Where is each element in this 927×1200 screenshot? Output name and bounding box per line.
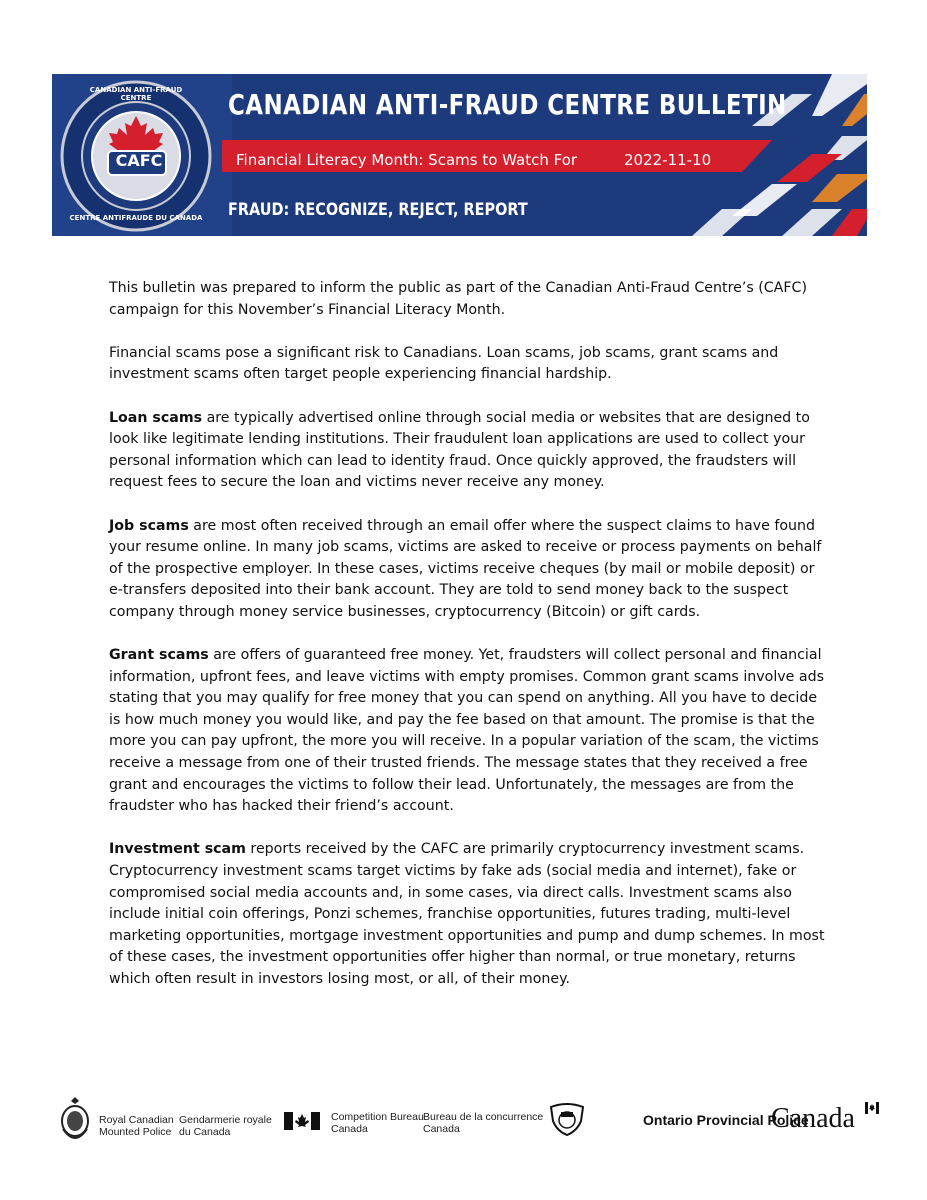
paragraph-text: are typically advertised online through social media or websites that are designed to look like legitimate lending institutions. Their fraudulent loan applications are used to collect your personal information which can lead to identity fraud. Once quickly approved, the fraudsters will request fees to secure the loan and victims never receive any money.	[109, 409, 810, 491]
paragraph-loan-scams	[109, 408, 829, 494]
logo-ring-top: CANADIAN ANTI-FRAUD CENTRE	[89, 86, 183, 102]
competition-bureau-english-line2: Canada	[331, 1123, 368, 1135]
competition-bureau-french-line2: Canada	[423, 1123, 460, 1135]
paragraph-lead: Loan scams	[109, 409, 203, 426]
paragraph-text: are most often received through an email offer where the suspect claims to have found your resume online. In many job scams, victims are asked to receive or process payments on behalf of the prospective employer. In these cases, victims receive cheques (by mail or mobile deposit) or e-transfers deposited into their bank account. They are told to send money back to the suspect company through money service businesses, cryptocurrency (Bitcoin) or gift cards.	[109, 517, 822, 620]
paragraph-investment-scam	[109, 839, 829, 990]
paragraph-text: This bulletin was prepared to inform the public as part of the Canadian Anti-Fraud Centre’s (CAFC) campaign for this November’s Financial Literacy Month.	[109, 280, 807, 318]
paragraph-overview	[109, 343, 829, 386]
paragraph-text: are offers of guaranteed free money. Yet, fraudsters will collect personal and financial information, upfront fees, and leave victims with empty promises. Common grant scams involve ads stating that you may qualify for free money that you can spend on anything. All you have to decide is how much money you would like, and pay the fee based on that amount. The promise is that the more you can pay upfront, the more you will receive. In a popular variation of the scam, the victims receive a message from one of their trusted friends. The message states that they received a free grant and encourages the victims to follow their lead. Unfortunately, the messages are from the fraudster who has hacked their friend’s account.	[109, 647, 825, 815]
rcmp-crest-icon	[59, 1095, 91, 1145]
rcmp-french-line1: Gendarmerie royale	[179, 1114, 272, 1126]
canada-flag-icon	[284, 1112, 320, 1130]
paragraph-lead: Job scams	[109, 517, 189, 534]
rcmp-french-line2: du Canada	[179, 1126, 231, 1138]
banner-date: 2022-11-10	[624, 151, 712, 169]
partner-logos	[55, 1095, 885, 1145]
bulletin-body	[109, 278, 829, 1012]
paragraph-lead: Grant scams	[109, 647, 209, 664]
paragraph-text: reports received by the CAFC are primarily cryptocurrency investment scams. Cryptocurrency investment scams target victims by fake ads (social media and internet), fake or compromised social media accounts and, in some cases, via direct calls. Investment scams also include initial coin offerings, Ponzi schemes, franchise opportunities, futures trading, multi-level marketing opportunities, mortgage investment opportunities and pump and dump schemes. In most of these cases, the investment opportunities offer higher than normal, or true monetary, returns which often result in investors losing most, or all, of their money.	[109, 841, 825, 987]
opp-name: Ontario Provincial Police	[643, 1112, 809, 1128]
paragraph-text: Financial scams pose a significant risk to Canadians. Loan scams, job scams, grant scams and investment scams often target people experiencing financial hardship.	[109, 344, 779, 383]
paragraph-lead: Investment scam	[109, 841, 246, 858]
canada-wordmark-flag-icon	[865, 1102, 879, 1114]
competition-bureau-french-line1: Bureau de la concurrence	[423, 1111, 544, 1123]
paragraph-job-scams	[109, 516, 829, 624]
rcmp-english-line1: Royal Canadian	[99, 1114, 174, 1126]
logo-acronym: CAFC	[115, 151, 163, 170]
paragraph-grant-scams	[109, 645, 829, 818]
rcmp-english-line2: Mounted Police	[99, 1126, 172, 1138]
banner-title: CANADIAN ANTI-FRAUD CENTRE BULLETIN	[228, 88, 787, 121]
logo-ring-bottom: CENTRE ANTIFRAUDE DU CANADA	[69, 214, 203, 222]
paragraph-intro	[109, 278, 829, 321]
banner-subtitle: Financial Literacy Month: Scams to Watch For	[236, 151, 578, 169]
competition-bureau-english-line1: Competition Bureau	[331, 1111, 424, 1123]
opp-badge-icon	[549, 1103, 585, 1137]
banner-tagline: FRAUD: RECOGNIZE, REJECT, REPORT	[228, 200, 528, 220]
canada-wordmark: Canada	[771, 1103, 855, 1134]
bulletin-banner	[52, 74, 867, 236]
